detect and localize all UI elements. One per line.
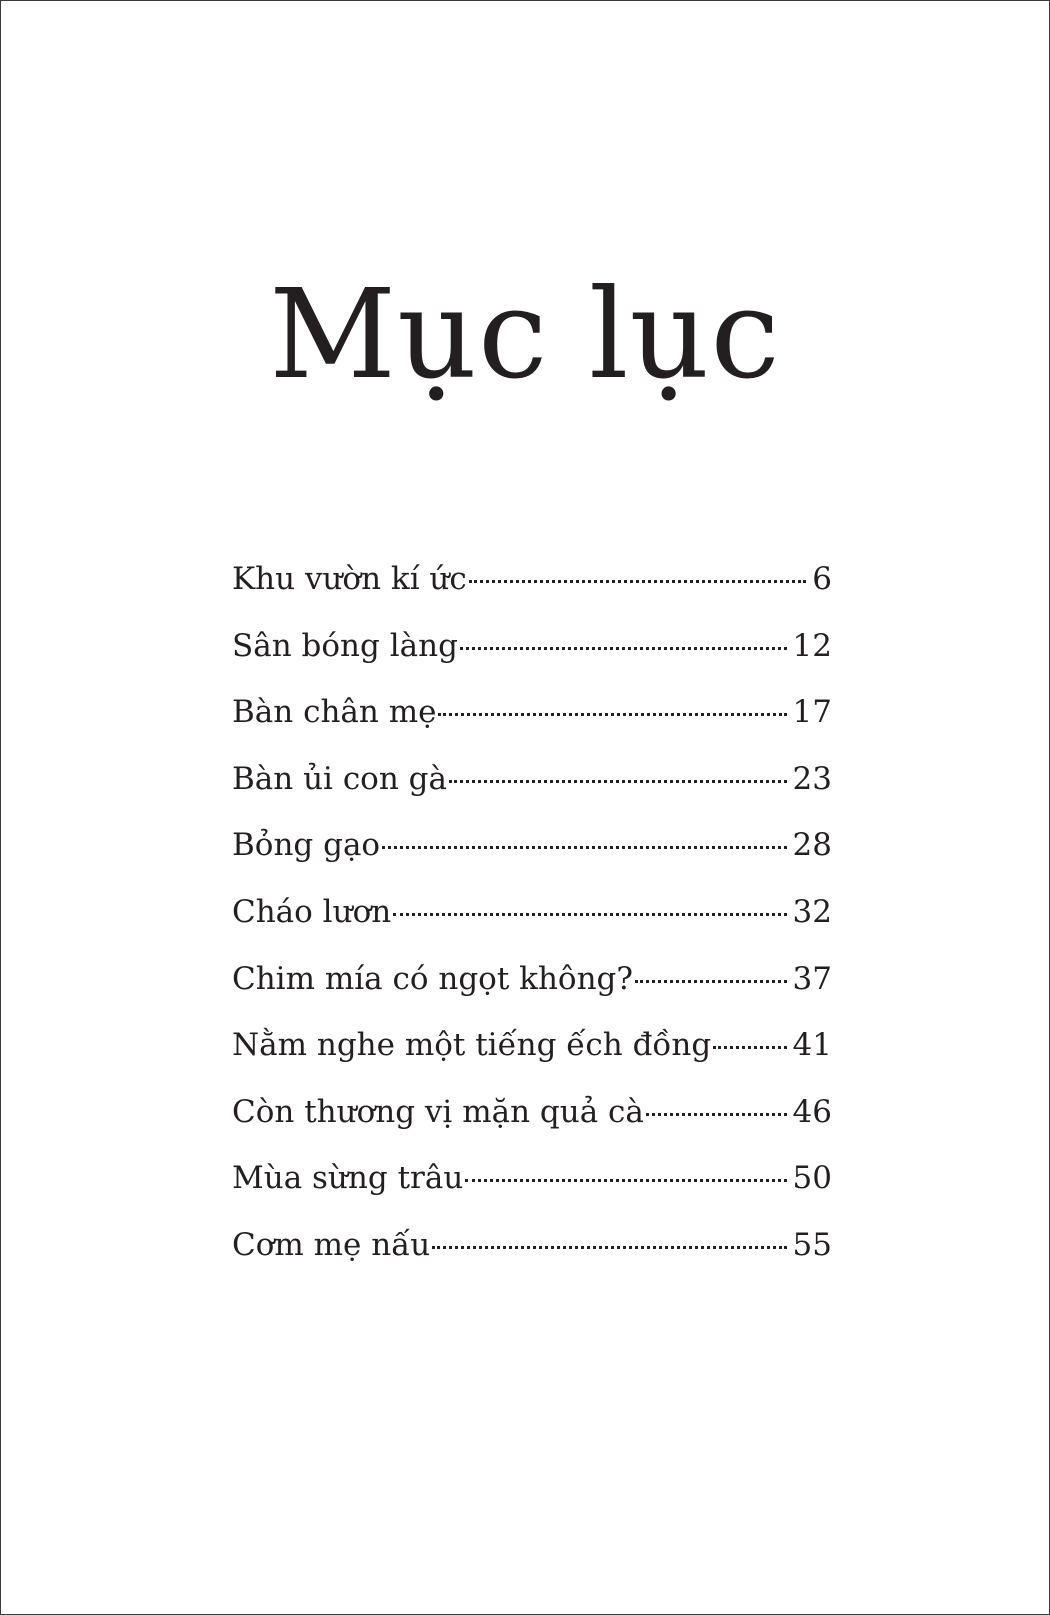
toc-page-number: 41 (792, 1027, 832, 1064)
toc-page-number: 32 (792, 893, 832, 930)
toc-page-number: 46 (792, 1093, 832, 1130)
toc-dot-leader (469, 580, 806, 583)
toc-dot-leader (393, 913, 786, 916)
toc-page-number: 12 (792, 627, 832, 664)
toc-entry-title: Cháo lươn (232, 893, 392, 930)
toc-entry (232, 628, 832, 695)
toc-page-number: 50 (792, 1160, 832, 1197)
toc-dot-leader (449, 780, 787, 783)
toc-entry (232, 961, 832, 1028)
toc-entry-title: Bàn chân mẹ (232, 694, 437, 731)
toc-dot-leader (460, 647, 787, 650)
toc-entry-title: Nằm nghe một tiếng ếch đồng (232, 1027, 712, 1064)
toc-entry (232, 1094, 832, 1161)
toc-page-number: 55 (792, 1226, 832, 1263)
toc-page-number: 17 (792, 694, 832, 731)
toc-entry-title: Cơm mẹ nấu (232, 1226, 431, 1263)
toc-dot-leader (465, 1179, 786, 1182)
toc-entry-title: Bỏng gạo (232, 827, 381, 864)
toc-entry (232, 1227, 832, 1294)
toc-dot-leader (382, 846, 786, 849)
toc-dot-leader (432, 1246, 786, 1249)
toc-entry (232, 761, 832, 828)
toc-entry (232, 894, 832, 961)
toc-entry-title: Mùa sừng trâu (232, 1160, 464, 1197)
toc-entry (232, 1027, 832, 1094)
toc-entry (232, 561, 832, 628)
toc-entry-title: Còn thương vị mặn quả cà (232, 1093, 644, 1130)
toc-entry-title: Bàn ủi con gà (232, 760, 447, 797)
page-title: Mục lục (269, 263, 781, 407)
toc-dot-leader (438, 713, 786, 716)
toc-dot-leader (646, 1113, 787, 1116)
toc-entry-title: Sân bóng làng (232, 627, 458, 664)
toc-page-number: 23 (792, 760, 832, 797)
table-of-contents (232, 561, 832, 1294)
toc-page-number: 37 (792, 960, 832, 997)
toc-entry (232, 1160, 832, 1227)
toc-entry-title: Khu vườn kí ức (232, 561, 467, 597)
toc-entry (232, 694, 832, 761)
toc-dot-leader (713, 1046, 786, 1049)
toc-page-number: 6 (812, 561, 832, 597)
toc-page-number: 28 (792, 827, 832, 864)
toc-entry (232, 827, 832, 894)
toc-dot-leader (635, 980, 787, 983)
toc-entry-title: Chim mía có ngọt không? (232, 960, 634, 997)
